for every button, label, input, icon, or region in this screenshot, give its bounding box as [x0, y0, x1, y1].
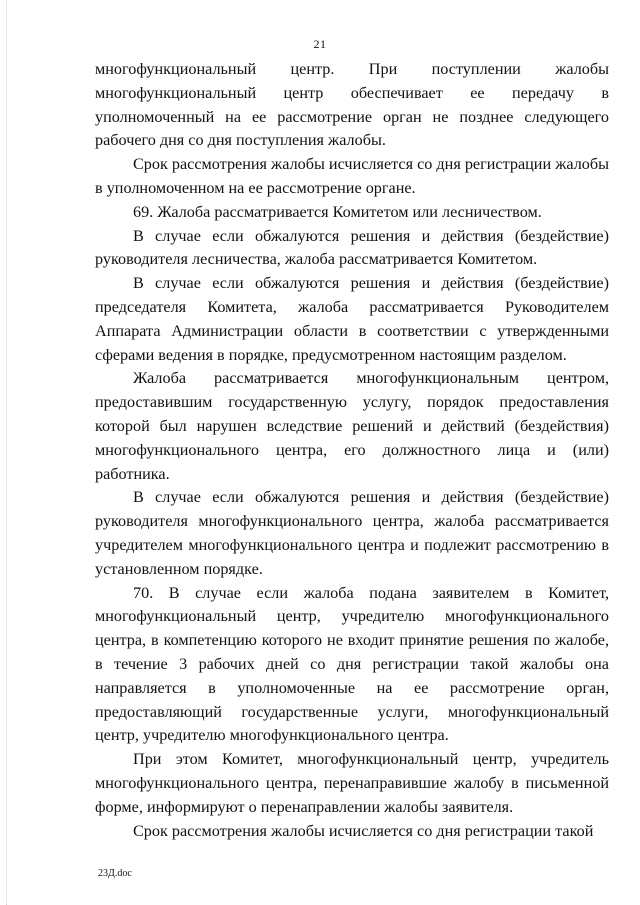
paragraph-mfc-review: Жалоба рассматривается многофункциональным центром, предоставившим государственную услугу, порядок предоставления которой был нарушен вследствие решений и действий (бездействия) многофункционального центра, его должностного лица и (или) работника.: [95, 369, 609, 483]
paragraph-forestry-head: В случае если обжалуются решения и действия (бездействие) руководителя лесничества, жалоба рассматривается Комитетом.: [95, 226, 609, 269]
footer-file-name: 23Д.doc: [98, 868, 132, 879]
scan-edge-line: [6, 0, 8, 905]
paragraph-review-period: Срок рассмотрения жалобы исчисляется со дня регистрации жалобы в уполномоченном на ее рассмотрение органе.: [95, 155, 609, 197]
paragraph-review-period-cut: Срок рассмотрения жалобы исчисляется со дня регистрации такой: [133, 821, 594, 840]
paragraph-redirect-notice: При этом Комитет, многофункциональный центр, учредитель многофункционального центра, перенаправившие жалобу в письменной форме, информируют о перенаправлении жалобы заявителя.: [95, 750, 609, 816]
page-number: 21: [313, 37, 327, 51]
paragraph-continued: многофункциональный центр. При поступлении жалобы многофункциональный центр обеспечивает ее передачу в уполномоченный на ее рассмотрение орган не позднее следующего рабочего дня со дня поступления жалобы.: [95, 60, 609, 150]
paragraph-mfc-head: В случае если обжалуются решения и действия (бездействие) руководителя многофункционального центра, жалоба рассматривается учредителем многофункционального центра и подлежит рассмотрению в установленном порядке.: [95, 488, 609, 578]
paragraph-69: 69. Жалоба рассматривается Комитетом или лесничеством.: [133, 202, 542, 221]
paragraph-committee-chairman: В случае если обжалуются решения и действия (бездействие) председателя Комитета, жалоба рассматривается Руководителем Аппарата Администрации области в соответствии с утвержденными сферами ведения в порядке, предусмотренном настоящим разделом.: [95, 274, 609, 364]
document-body: [95, 58, 609, 843]
paragraph-70: 70. В случае если жалоба подана заявителем в Комитет, многофункциональный центр, учредителю многофункционального центра, в компетенцию которого не входит принятие решения по жалобе, в течение 3 рабочих дней со дня регистрации такой жалобы она направляется в уполномоченные на ее рассмотрение орган, предоставляющий государственные услуги, многофункциональный центр, учредителю многофункционального центра.: [95, 583, 609, 745]
